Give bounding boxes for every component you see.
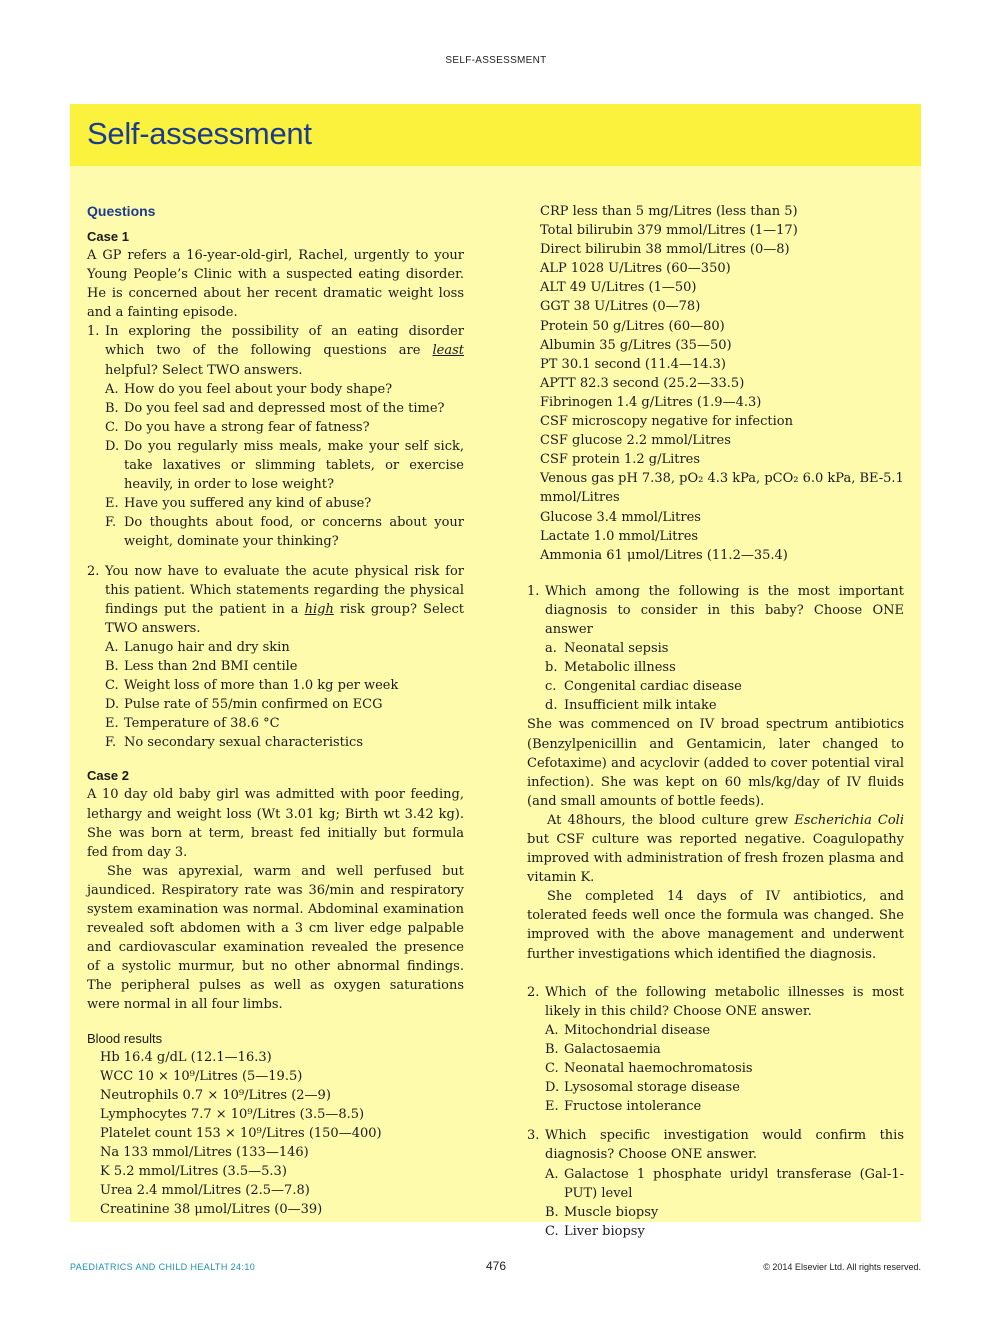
lab-result-item: Protein 50 g/Litres (60—80) <box>540 318 725 334</box>
option-item <box>545 1165 904 1203</box>
option-item <box>105 695 464 714</box>
case2-q1-options <box>527 639 904 715</box>
option-item <box>105 513 464 551</box>
option-text: Congenital cardiac disease <box>564 679 742 695</box>
lab-result-item: Fibrinogen 1.4 g/Litres (1.9—4.3) <box>540 394 762 410</box>
question-text <box>105 562 464 638</box>
case1-question-2 <box>87 562 464 638</box>
lab-result-item: Total bilirubin 379 mmol/Litres (1—17) <box>540 223 798 239</box>
option-item <box>545 1078 904 1097</box>
option-text: Galactosaemia <box>564 1041 661 1057</box>
lab-result-item: ALT 49 U/Litres (1—50) <box>540 280 697 296</box>
option-item <box>545 696 904 715</box>
lab-result-item: CSF protein 1.2 g/Litres <box>540 452 701 468</box>
option-item <box>105 380 464 399</box>
option-letter: D. <box>105 697 120 713</box>
option-text: Mitochondrial disease <box>564 1022 711 1038</box>
page-number: 476 <box>485 1259 507 1273</box>
question-number: 1. <box>527 583 540 599</box>
blood-results-heading: Blood results <box>87 1030 163 1046</box>
question-text-part: You now have to evaluate the acute physical risk for this patient. Which statements regarding the physical findings put the patient in a <box>105 563 464 617</box>
blood-result-item: Platelet count 153 × 10⁹/Litres (150—400) <box>100 1125 382 1141</box>
option-text: Do you feel sad and depressed most of the time? <box>124 400 445 416</box>
option-letter: F. <box>105 515 117 531</box>
question-number: 2. <box>87 563 100 579</box>
option-letter: B. <box>545 1041 559 1057</box>
option-letter: d. <box>545 698 558 714</box>
blood-result-item: Creatinine 38 μmol/Litres (0—39) <box>100 1202 323 1218</box>
option-text: How do you feel about your body shape? <box>124 381 393 397</box>
case2-paragraph-1: A 10 day old baby girl was admitted with poor feeding, lethargy and weight loss (Wt 3.01 kg; Birth wt 3.42 kg). She was born at term, breast fed initially but formula fed from day 3. <box>87 787 464 860</box>
blood-results-list <box>87 1048 464 1220</box>
option-item <box>105 676 464 695</box>
case2-paragraph-5: She completed 14 days of IV antibiotics, and tolerated feeds well once the formula was changed. She improved with the above management and underwent further investigations which identified the diagnosis. <box>527 889 904 962</box>
blood-result-item: WCC 10 × 10⁹/Litres (5—19.5) <box>100 1068 303 1084</box>
option-text: No secondary sexual characteristics <box>124 735 363 751</box>
option-text: Fructose intolerance <box>564 1099 702 1115</box>
option-text: Have you suffered any kind of abuse? <box>124 496 372 512</box>
case1-heading: Case 1 <box>87 229 129 244</box>
case2-q3-options <box>527 1165 904 1241</box>
option-text: Lysosomal storage disease <box>564 1080 740 1096</box>
option-text: Pulse rate of 55/min confirmed on ECG <box>124 697 383 713</box>
case1-q2-options <box>87 638 464 753</box>
content-box <box>70 166 921 1239</box>
option-letter: B. <box>105 658 119 674</box>
option-item <box>545 1040 904 1059</box>
option-letter: a. <box>545 641 557 657</box>
paragraph-text-part: At 48hours, the blood culture grew <box>547 812 789 828</box>
case2-paragraph-2: She was apyrexial, warm and well perfused but jaundiced. Respiratory rate was 36/min and respiratory system examination was normal. Abdominal examination revealed soft abdomen with a 3 cm liver edge palpable and cardiovascular examination revealed the presence of a systolic murmur, but no other abnormal findings. The peripheral pulses as well as oxygen saturations were normal in all four limbs. <box>87 863 464 1013</box>
lab-result-item: Albumin 35 g/Litres (35—50) <box>540 337 732 353</box>
case2-paragraph-4 <box>527 811 904 887</box>
case2-question-3 <box>527 1126 904 1164</box>
question-text <box>105 322 464 379</box>
option-text: Do you have a strong fear of fatness? <box>124 419 370 435</box>
question-emphasis: least <box>432 343 464 359</box>
paragraph-text-part: but CSF culture was reported negative. Coagulopathy improved with administration of fresh frozen plasma and vitamin K. <box>527 832 904 886</box>
option-text: Weight loss of more than 1.0 kg per week <box>124 678 399 694</box>
option-text: Insufficient milk intake <box>564 698 717 714</box>
blood-result-item: Hb 16.4 g/dL (12.1—16.3) <box>100 1049 272 1065</box>
option-item <box>105 657 464 676</box>
option-letter: E. <box>105 496 119 512</box>
option-text: Lanugo hair and dry skin <box>124 639 290 655</box>
option-text: Galactose 1 phosphate uridyl transferase (Gal-1-PUT) level <box>564 1166 904 1201</box>
case1-intro: A GP refers a 16-year-old-girl, Rachel, urgently to your Young People’s Clinic with a suspected eating disorder. He is concerned about her recent dramatic weight loss and a fainting episode. <box>87 248 464 321</box>
blood-result-item: Na 133 mmol/Litres (133—146) <box>100 1145 309 1161</box>
option-text: Metabolic illness <box>564 660 676 676</box>
lab-result-item: Glucose 3.4 mmol/Litres <box>540 509 701 525</box>
case2-paragraph-3: She was commenced on IV broad spectrum antibiotics (Benzylpenicillin and Gentamicin, later changed to Cefotaxime) and acyclovir (added to cover potential viral infection). She was kept on 60 mls/kg/day of IV fluids (and small amounts of bottle feeds). <box>527 717 904 809</box>
lab-result-item: ALP 1028 U/Litres (60—350) <box>540 261 731 277</box>
option-item <box>545 1059 904 1078</box>
option-item <box>545 1021 904 1040</box>
left-column <box>87 202 464 1219</box>
option-item <box>105 418 464 437</box>
lab-result-item: Ammonia 61 μmol/Litres (11.2—35.4) <box>540 547 788 563</box>
question-text: Which specific investigation would confirm this diagnosis? Choose ONE answer. <box>545 1128 904 1163</box>
question-text: Which among the following is the most important diagnosis to consider in this baby? Choose ONE answer <box>545 583 904 637</box>
questions-heading: Questions <box>87 203 156 219</box>
blood-result-item: K 5.2 mmol/Litres (3.5—5.3) <box>100 1164 287 1180</box>
case1-q1-options <box>87 380 464 552</box>
option-letter: A. <box>545 1166 559 1182</box>
case2-heading: Case 2 <box>87 768 129 784</box>
option-letter: A. <box>105 639 119 655</box>
question-number: 2. <box>527 984 540 1000</box>
running-head: SELF-ASSESSMENT <box>445 55 547 66</box>
option-item <box>545 1097 904 1116</box>
option-letter: F. <box>105 735 117 751</box>
option-item <box>105 399 464 418</box>
option-letter: A. <box>105 381 119 397</box>
option-letter: C. <box>105 419 119 435</box>
lab-result-item: APTT 82.3 second (25.2—33.5) <box>540 375 745 391</box>
option-item <box>545 1222 904 1241</box>
page-title: Self-assessment <box>87 116 312 151</box>
option-item <box>105 733 464 752</box>
question-text-part: helpful? Select TWO answers. <box>105 362 303 378</box>
option-letter: E. <box>105 716 119 732</box>
option-letter: D. <box>105 438 120 454</box>
question-text: Which of the following metabolic illnesses is most likely in this child? Choose ONE answer. <box>545 984 904 1019</box>
blood-result-item: Lymphocytes 7.7 × 10⁹/Litres (3.5—8.5) <box>100 1106 365 1122</box>
option-letter: C. <box>545 1061 559 1077</box>
option-item <box>545 658 904 677</box>
question-emphasis: high <box>304 601 334 617</box>
case1-question-1 <box>87 322 464 379</box>
option-item <box>545 639 904 658</box>
option-item <box>105 714 464 733</box>
question-number: 3. <box>527 1128 540 1144</box>
option-text: Muscle biopsy <box>564 1204 659 1220</box>
option-text: Neonatal haemochromatosis <box>564 1061 753 1077</box>
option-item <box>105 494 464 513</box>
copyright-notice: © 2014 Elsevier Ltd. All rights reserved. <box>763 1262 921 1272</box>
lab-result-item: PT 30.1 second (11.4—14.3) <box>540 356 726 372</box>
case2-question-2 <box>527 983 904 1021</box>
lab-result-item: GGT 38 U/Litres (0—78) <box>540 299 701 315</box>
option-letter: C. <box>545 1223 559 1239</box>
option-letter: C. <box>105 678 119 694</box>
option-letter: A. <box>545 1022 559 1038</box>
lab-result-item: Direct bilirubin 38 mmol/Litres (0—8) <box>540 242 790 258</box>
option-text: Less than 2nd BMI centile <box>124 658 298 674</box>
option-text: Temperature of 38.6 °C <box>124 716 280 732</box>
question-text-part: In exploring the possibility of an eating disorder which two of the following questions are <box>105 324 464 359</box>
lab-result-item: Lactate 1.0 mmol/Litres <box>540 528 699 544</box>
journal-citation: PAEDIATRICS AND CHILD HEALTH 24:10 <box>70 1262 256 1272</box>
option-letter: c. <box>545 679 557 695</box>
lab-result-item: Venous gas pH 7.38, pO₂ 4.3 kPa, pCO₂ 6.0 kPa, BE-5.1 mmol/Litres <box>540 471 904 506</box>
option-letter: E. <box>545 1099 559 1115</box>
option-text: Do thoughts about food, or concerns about your weight, dominate your thinking? <box>124 515 464 550</box>
option-text: Do you regularly miss meals, make your self sick, take laxatives or slimming tablets, or exercise heavily, in order to lose weight? <box>124 438 464 493</box>
option-item <box>105 437 464 494</box>
organism-name: Escherichia Coli <box>794 812 904 828</box>
case2-question-1 <box>527 582 904 639</box>
right-column <box>527 202 904 1241</box>
case2-q2-options <box>527 1021 904 1116</box>
option-letter: b. <box>545 660 558 676</box>
lab-result-item: CSF microscopy negative for infection <box>540 414 793 430</box>
option-letter: B. <box>545 1204 559 1220</box>
blood-result-item: Neutrophils 0.7 × 10⁹/Litres (2—9) <box>100 1087 331 1103</box>
lab-result-item: CSF glucose 2.2 mmol/Litres <box>540 433 731 449</box>
option-letter: B. <box>105 400 119 416</box>
question-number: 1. <box>87 324 100 340</box>
option-item <box>105 638 464 657</box>
title-bar <box>70 104 921 166</box>
option-text: Neonatal sepsis <box>564 641 669 657</box>
question-text-part: risk group? Select TWO answers. <box>105 601 464 636</box>
lab-results-list <box>527 202 904 565</box>
option-text: Liver biopsy <box>564 1223 645 1239</box>
option-letter: D. <box>545 1080 560 1096</box>
blood-result-item: Urea 2.4 mmol/Litres (2.5—7.8) <box>100 1183 310 1199</box>
lab-result-item: CRP less than 5 mg/Litres (less than 5) <box>540 204 798 219</box>
option-item <box>545 677 904 696</box>
option-item <box>545 1203 904 1222</box>
